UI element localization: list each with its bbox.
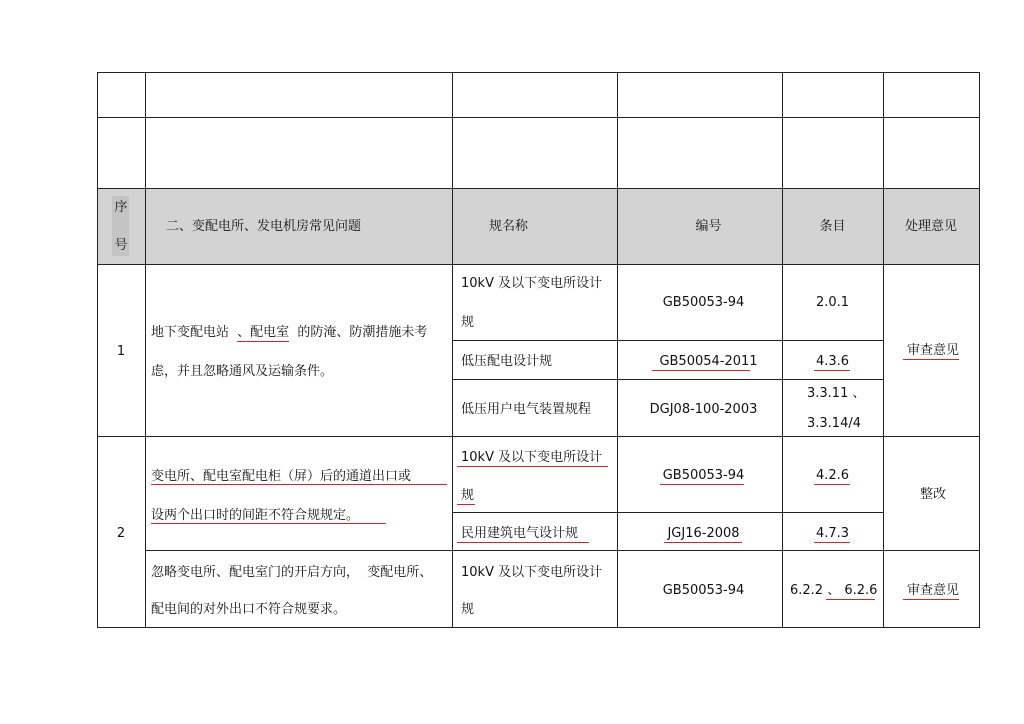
grid-line <box>782 72 783 628</box>
row-opinion: 审查意见 <box>906 343 959 358</box>
problem-segment: 的防淹、防潮措施未考 <box>297 325 428 340</box>
spec-name-line1: 10kV 及以下变电所设计 <box>461 276 603 291</box>
spec-code: JGJ16-2008 <box>667 526 740 541</box>
red-underline <box>457 504 475 505</box>
grid-line <box>452 379 883 380</box>
spec-name-line1: 民用建筑电气设计规 <box>461 526 579 541</box>
clause-segment: 6.2.2 <box>790 583 824 598</box>
red-underline <box>457 466 608 467</box>
red-underline <box>652 370 750 371</box>
grid-line <box>452 340 883 341</box>
red-underline <box>903 599 959 600</box>
spec-clause: 2.0.1 <box>815 295 850 310</box>
spec-code: GB50054-2011 <box>659 354 758 369</box>
red-underline <box>457 542 589 543</box>
row-problem-line1: 忽略变电所、配电室门的开启方向， 变配电所、 <box>151 565 433 580</box>
header-seq-line1: 序 <box>114 200 128 215</box>
spec-clause: 4.2.6 <box>815 468 850 483</box>
spec-code: GB50053-94 <box>662 583 745 598</box>
grid-line <box>145 72 146 628</box>
grid-line <box>97 117 980 118</box>
red-underline <box>660 484 744 485</box>
grid-line <box>145 550 980 551</box>
grid-line <box>97 264 980 265</box>
row-problem-line1 <box>151 325 427 341</box>
spec-name-line1: 10kV 及以下变电所设计 <box>461 565 603 580</box>
problem-segment-underlined: 、配电室 <box>237 325 290 340</box>
spec-clause-line2: 3.3.14/4 <box>807 416 861 431</box>
red-underline <box>814 484 850 485</box>
row-problem-line2: 设两个出口时的间距不符合规规定。 <box>151 508 360 523</box>
row-number: 1 <box>116 344 126 359</box>
row-opinion: 审查意见 <box>906 583 959 598</box>
spec-clause <box>790 583 877 599</box>
grid-line <box>452 72 453 628</box>
grid-line <box>97 627 980 628</box>
red-underline <box>814 542 850 543</box>
spec-clause: 4.3.6 <box>815 354 850 369</box>
spec-name-line1: 低压配电设计规 <box>461 354 553 369</box>
grid-line <box>97 436 980 437</box>
spec-name-line2: 规 <box>461 602 475 617</box>
red-underline <box>826 599 875 600</box>
spec-clause-line1: 3.3.11 、 <box>807 386 866 401</box>
header-seq-line2: 号 <box>114 238 128 253</box>
spec-name-line1: 10kV 及以下变电所设计 <box>461 450 603 465</box>
spec-code: DGJ08-100-2003 <box>649 402 758 417</box>
spec-clause: 4.7.3 <box>815 526 850 541</box>
row-opinion: 整改 <box>919 487 946 502</box>
row-problem-line2: 配电间的对外出口不符合规要求。 <box>151 602 347 617</box>
clause-segment: 、 6.2.6 <box>827 583 878 598</box>
red-underline <box>151 523 386 524</box>
grid-line <box>452 512 883 513</box>
red-underline <box>151 484 447 485</box>
grid-line <box>617 72 618 628</box>
spec-name-line1: 低压用户电气装置规程 <box>461 402 592 417</box>
spec-code: GB50053-94 <box>662 468 745 483</box>
row-problem-line1: 变电所、配电室配电柜（屏）后的通道出口或 <box>151 469 412 484</box>
row-problem-line2: 虑，并且忽略通风及运输条件。 <box>151 364 334 379</box>
spec-code: GB50053-94 <box>662 295 745 310</box>
red-underline <box>664 542 742 543</box>
header-clause: 条目 <box>819 219 846 234</box>
grid-line <box>97 188 980 189</box>
header-opinion: 处理意见 <box>904 219 957 234</box>
red-underline <box>903 359 959 360</box>
grid-line <box>97 72 980 73</box>
header-code: 编号 <box>695 219 722 234</box>
problem-segment: 地下变配电站 <box>151 325 230 340</box>
header-problem: 二、变配电所、发电机房常见问题 <box>166 219 362 234</box>
row-number: 2 <box>116 526 126 541</box>
spec-name-line2: 规 <box>461 315 475 330</box>
spec-name-line2: 规 <box>461 488 475 503</box>
header-spec-name: 规名称 <box>489 219 529 234</box>
red-underline <box>814 370 850 371</box>
